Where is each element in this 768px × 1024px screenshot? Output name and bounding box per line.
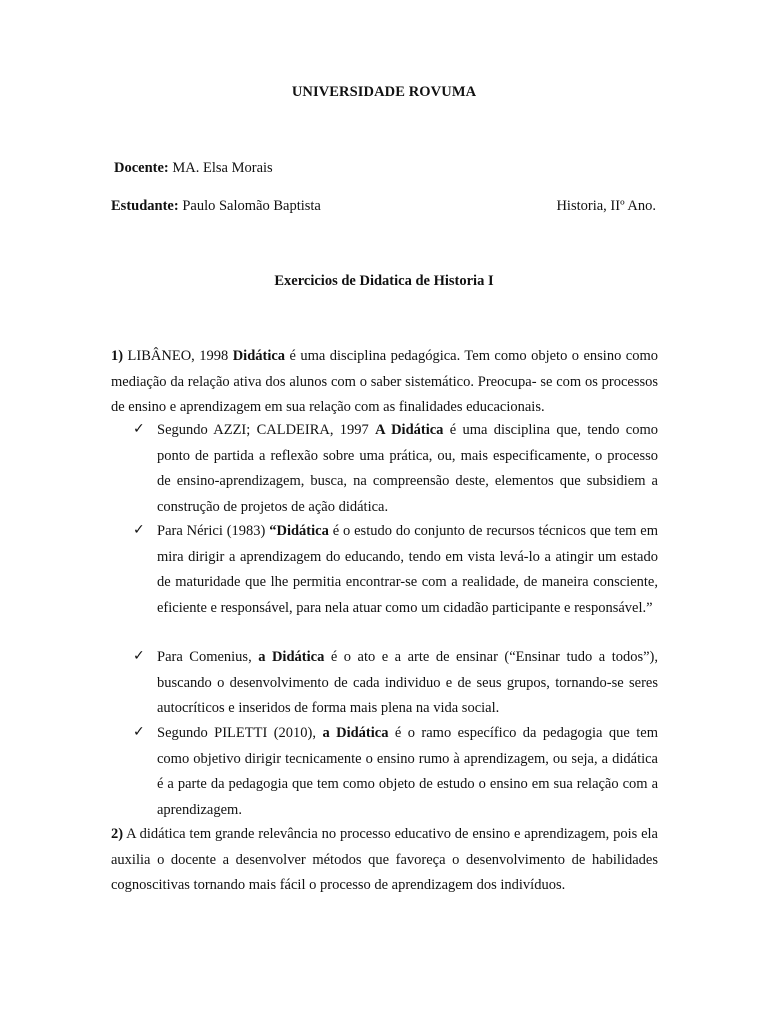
check-item-post: é uma disciplina que, tendo como ponto de partida a reflexão sobre uma prática, ou, mais especificamente, o processo de ensino-aprendizagem, busca, na compreensão deste, elementos que subsidiem a construção de projetos de ação didática. [157,422,658,515]
check-item-pre: Para Comenius, [157,649,259,665]
check-item-bold: a Didática [258,649,325,665]
check-item-bold: a Didática [322,725,389,741]
question-1-number: 1) [111,348,124,364]
check-item-bold: “Didática [269,523,329,539]
question-1-text-a: LIBÂNEO, 1998 [123,348,233,364]
estudante-label: Estudante: [111,198,179,214]
turma-text: Historia, IIº Ano. [556,198,656,214]
check-item-post: é o ramo específico da pedagogia que tem como objetivo dirigir tecnicamente o ensino rumo à aprendizagem, ou seja, a didática é a parte da pedagogia que tem como objeto de estudo o ensino em sua relação com a aprendizagem. [157,725,659,818]
estudante-line [111,198,321,215]
checkmark-icon: ✓ [133,522,145,538]
check-item-pre: Segundo PILETTI (2010), [157,725,323,741]
question-1-paragraph [111,344,658,421]
check-item-pre: Segundo AZZI; CALDEIRA, 1997 [157,422,376,438]
check-item-post: é o ato e a arte de ensinar (“Ensinar tudo a todos”), buscando o desenvolvimento de cada individuo e de seus grupos, tornando-se seres autocríticos e inseridos de forma mais plena na vida social. [157,649,659,716]
check-item-text [157,519,658,621]
check-item-post: é o estudo do conjunto de recursos técnicos que tem em mira dirigir a aprendizagem do educando, tendo em vista levá-lo a atingir um estado de maturidade que lhe permitia encontrar-se com a realidade, de maneira consciente, eficiente e responsável, para nela atuar como um cidadão participante e responsável.” [157,523,658,616]
check-item-text [157,721,658,823]
question-1-text-b: é uma disciplina pedagógica. Tem como objeto o ensino como mediação da relação ativa dos alunos com o saber sistemático. Preocupa- se com os processos de ensino e aprendizagem em sua relação com as finalidades educacionais. [111,348,658,415]
checkmark-icon: ✓ [133,421,145,437]
institution-title: UNIVERSIDADE ROVUMA [291,84,477,100]
check-item-text [157,418,658,520]
question-2-paragraph [111,822,658,899]
estudante-name: Paulo Salomão Baptista [178,198,321,214]
docente-label: Docente: [114,160,169,176]
docente-line [114,160,273,177]
question-2-text: A didática tem grande relevância no processo educativo de ensino e aprendizagem, pois ela auxilia o docente a desenvolver métodos que favoreça o desenvolvimento de habilidades cognoscitivas tornando mais fácil o processo de aprendizagem dos indivíduos. [111,826,658,893]
check-item-pre: Para Nérici (1983) [157,523,270,539]
checkmark-icon: ✓ [133,648,145,664]
question-1-bold: Didática [232,348,286,364]
check-item-bold: A Didática [375,422,444,438]
exercise-title: Exercicios de Didatica de Historia I [274,273,494,289]
check-item-text [157,645,658,722]
docente-name: MA. Elsa Morais [168,160,273,176]
question-2-number: 2) [111,826,124,842]
checkmark-icon: ✓ [133,724,145,740]
